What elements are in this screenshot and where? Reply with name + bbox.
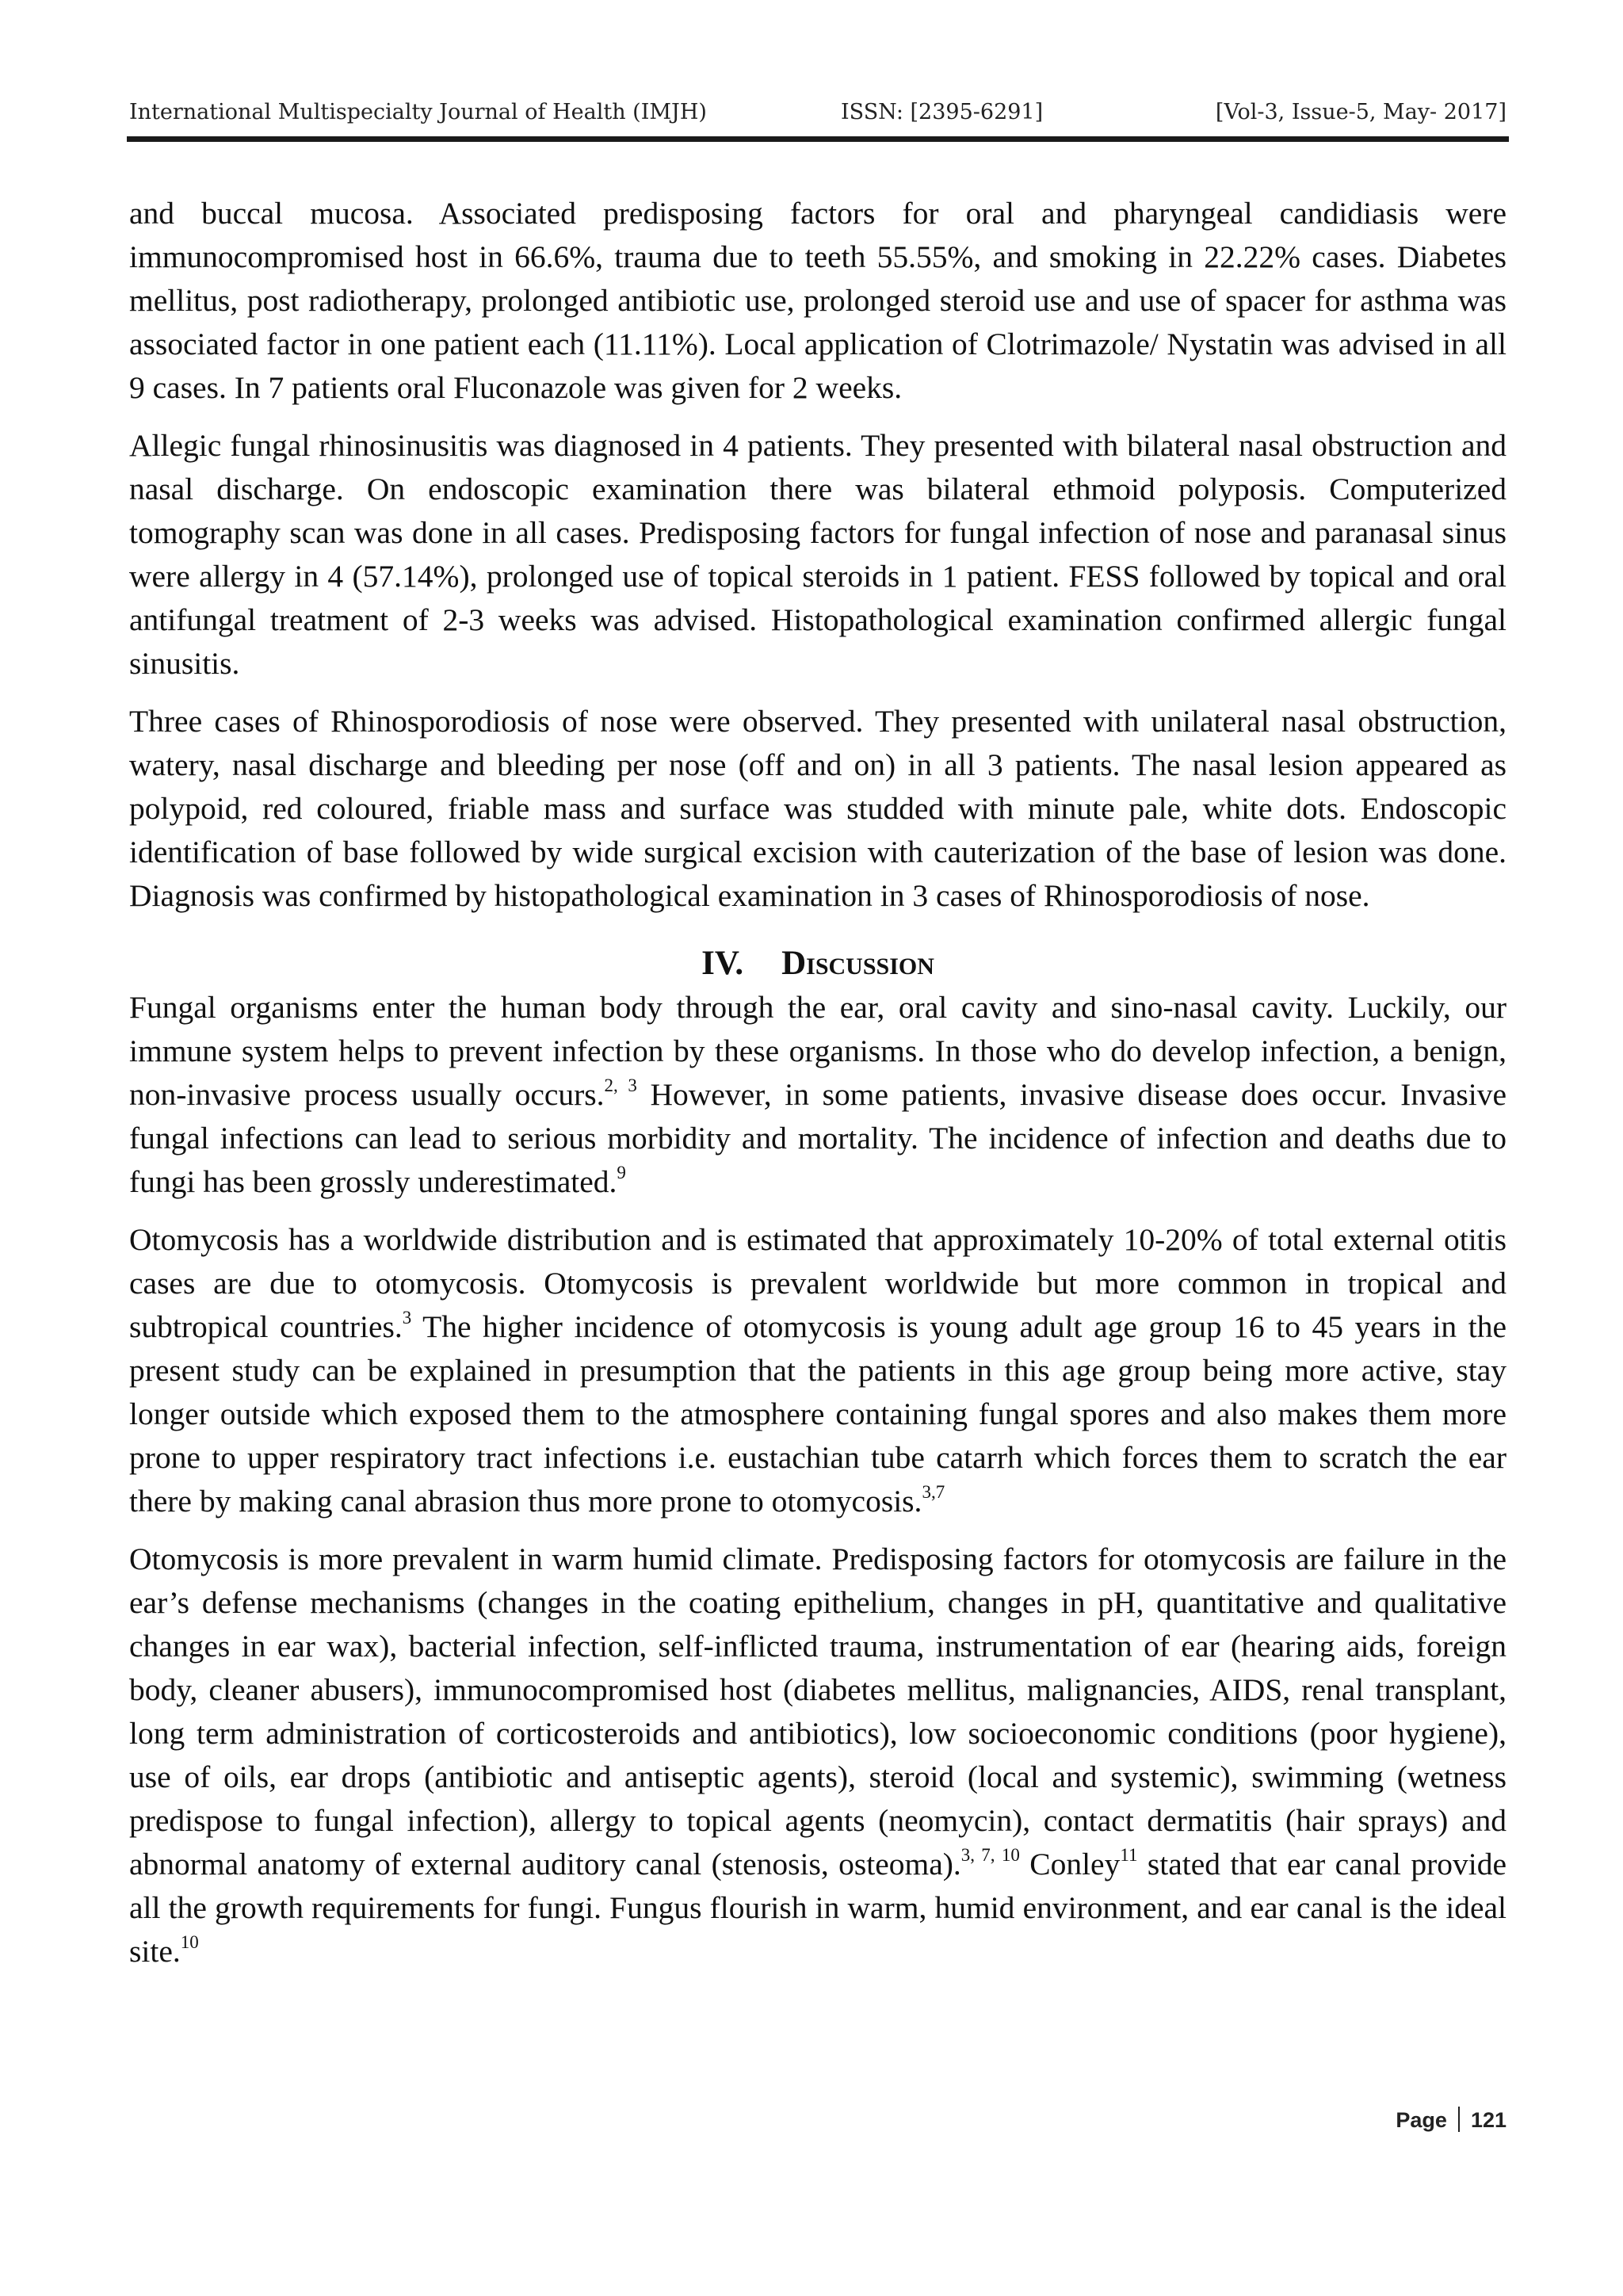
citation-superscript: 3,7 <box>922 1481 945 1502</box>
footer-separator <box>1458 2107 1460 2132</box>
page-number: 121 <box>1470 2108 1507 2132</box>
page-footer <box>1396 2107 1507 2133</box>
citation-superscript: 11 <box>1120 1844 1138 1865</box>
section-heading-discussion <box>129 942 1507 986</box>
paragraph-text: Fungal organisms enter the human body through the ear, oral cavity and sino-nasal cavity. Luckily, our immune system helps to prevent infection by these organisms. In those who do develop infection, a benign, non-invasive process usually occurs. <box>129 990 1507 1112</box>
paragraph-rhinosporidiosis: Three cases of Rhinosporodiosis of nose were observed. They presented with unilateral nasal obstruction, watery, nasal discharge and bleeding per nose (off and on) in all 3 patients. The nasal lesion appeared as polypoid, red coloured, friable mass and surface was studded with minute pale, white dots. Endoscopic identification of base followed by wide surgical excision with cauterization of the base of lesion was done. Diagnosis was confirmed by histopathological examination in 3 cases of Rhinosporodiosis of nose. <box>129 704 1507 913</box>
volume-issue-label: [Vol-3, Issue-5, May- 2017] <box>1215 100 1507 124</box>
paragraph-discussion-intro <box>129 986 1507 1204</box>
header-divider <box>127 136 1509 142</box>
issn-label: ISSN: [2395-6291] <box>841 100 1044 124</box>
page-label: Page <box>1396 2108 1447 2132</box>
journal-name: International Multispecialty Journal of Health (IMJH) <box>129 100 707 124</box>
paragraph-otomycosis-factors <box>129 1538 1507 1973</box>
citation-superscript: 3 <box>402 1307 412 1328</box>
paragraph-text: However, in some patients, invasive disease does occur. Invasive fungal infections can lead to serious morbidity and mortality. The incidence of infection and deaths due to fungi has been grossly underestimated. <box>129 1077 1507 1199</box>
citation-superscript: 9 <box>617 1162 626 1182</box>
paragraph-text: Otomycosis has a worldwide distribution and is estimated that approximately 10-20% of total external otitis cases are due to otomycosis. Otomycosis is prevalent worldwide but more common in tropical and subtropical countries. <box>129 1222 1507 1344</box>
section-number: IV. <box>701 945 744 982</box>
running-header <box>129 100 1507 132</box>
paragraph-text: Otomycosis is more prevalent in warm humid climate. Predisposing factors for otomycosis are failure in the ear’s defense mechanisms (changes in the coating epithelium, changes in pH, quantitative and qualitative changes in ear wax), bacterial infection, self-inflicted trauma, instrumentation of ear (hearing aids, foreign body, cleaner abusers), immunocompromised host (diabetes mellitus, malignancies, AIDS, renal transplant, long term administration of corticosteroids and antibiotics), low socioeconomic conditions (poor hygiene), use of oils, ear drops (antibiotic and antiseptic agents), steroid (local and systemic), swimming (wetness predispose to fungal infection), allergy to topical agents (neomycin), contact dermatitis (hair sprays) and abnormal anatomy of external auditory canal (stenosis, osteoma). <box>129 1541 1507 1881</box>
citation-superscript: 2, 3 <box>604 1075 637 1095</box>
section-title: Discussion <box>781 945 934 982</box>
paragraph-text: The higher incidence of otomycosis is young adult age group 16 to 45 years in the present study can be explained in presumption that the patients in this age group being more active, stay longer outside which exposed them to the atmosphere containing fungal spores and also makes them more prone to upper respiratory tract infections i.e. eustachian tube catarrh which forces them to scratch the ear there by making canal abrasion thus more prone to otomycosis. <box>129 1309 1507 1519</box>
article-body <box>129 192 1507 1988</box>
citation-superscript: 3, 7, 10 <box>960 1844 1020 1865</box>
paragraph-text: Conley <box>1019 1847 1121 1881</box>
paragraph-oral-candidiasis: and buccal mucosa. Associated predisposing factors for oral and pharyngeal candidiasis were immunocompromised host in 66.6%, trauma due to teeth 55.55%, and smoking in 22.22% cases. Diabetes mellitus, post radiotherapy, prolonged antibiotic use, prolonged steroid use and use of spacer for asthma was associated factor in one patient each (11.11%). Local application of Clotrimazole/ Nystatin was advised in all 9 cases. In 7 patients oral Fluconazole was given for 2 weeks. <box>129 196 1507 405</box>
paragraph-text: stated that ear canal provide all the growth requirements for fungi. Fungus flourish in warm, humid environment, and ear canal is the ideal site. <box>129 1847 1507 1969</box>
citation-superscript: 10 <box>180 1931 199 1952</box>
paragraph-otomycosis-distribution <box>129 1218 1507 1523</box>
paragraph-fungal-rhinosinusitis: Allegic fungal rhinosinusitis was diagnosed in 4 patients. They presented with bilateral nasal obstruction and nasal discharge. On endoscopic examination there was bilateral ethmoid polyposis. Computerized tomography scan was done in all cases. Predisposing factors for fungal infection of nose and paranasal sinus were allergy in 4 (57.14%), prolonged use of topical steroids in 1 patient. FESS followed by topical and oral antifungal treatment of 2-3 weeks was advised. Histopathological examination confirmed allergic fungal sinusitis. <box>129 428 1507 681</box>
